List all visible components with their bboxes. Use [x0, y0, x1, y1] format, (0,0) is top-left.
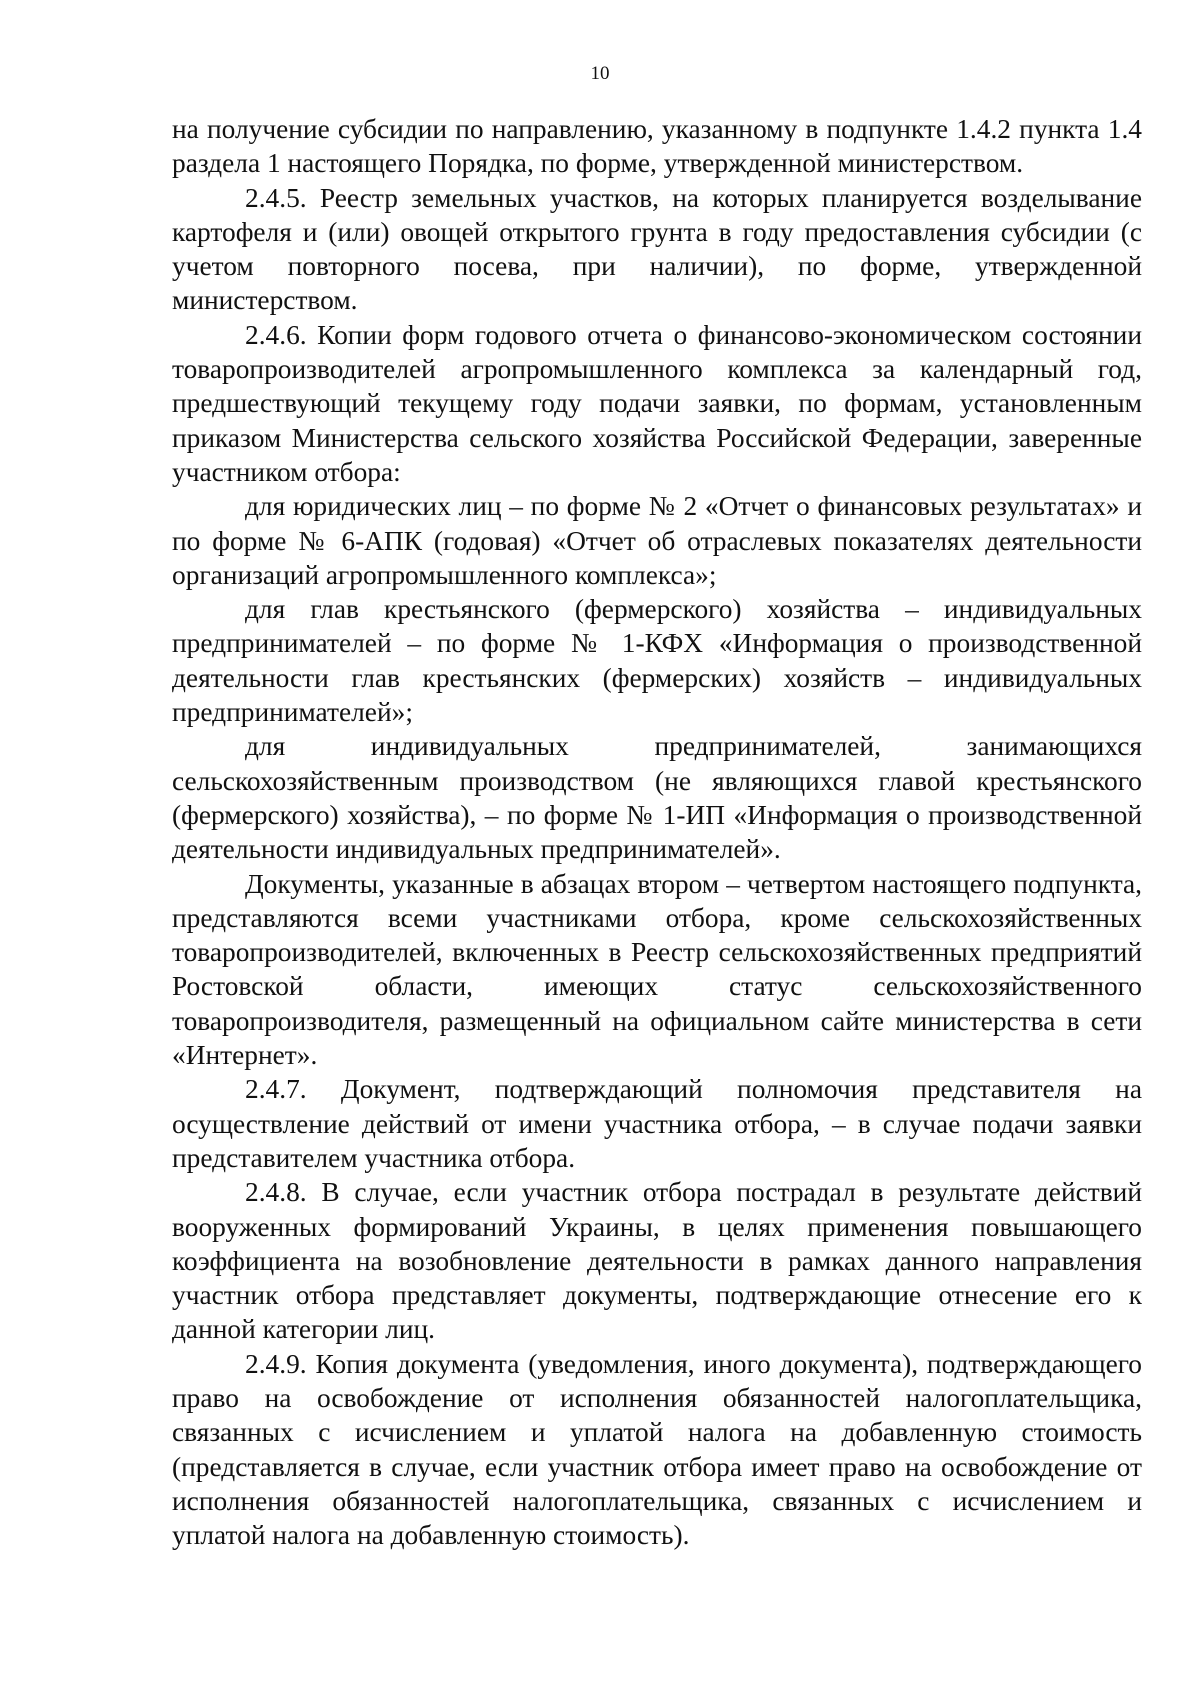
paragraph-farm-heads: для глав крестьянского (фермерского) хозяйства – индивидуальных предпринимателей – по форме № 1-КФХ «Информация о производственной деятельности глав крестьянских (фермерских) хозяйств – индивидуальных предпринимателей»; [172, 594, 1142, 728]
paragraph-2-4-5: 2.4.5. Реестр земельных участков, на которых планируется возделывание картофеля и (или) овощей открытого грунта в году предоставления субсидии (с учетом повторного посева, при наличии), по форме, утвержденной министерством. [172, 182, 1142, 316]
paragraph-continuation: на получение субсидии по направлению, указанному в подпункте 1.4.2 пункта 1.4 раздела 1 настоящего Порядка, по форме, утвержденной министерством. [172, 114, 1142, 179]
page-number: 10 [590, 63, 610, 84]
paragraph-2-4-6: 2.4.6. Копии форм годового отчета о финансово-экономическом состоянии товаропроизводителей агропромышленного комплекса за календарный год, предшествующий текущему году подачи заявки, по формам, установленным приказом Министерства сельского хозяйства Российской Федерации, заверенные участником отбора: [172, 319, 1142, 487]
document-body [172, 112, 1142, 1552]
paragraph-2-4-9: 2.4.9. Копия документа (уведомления, иного документа), подтверждающего право на освобождение от исполнения обязанностей налогоплательщика, связанных с исчислением и уплатой налога на добавленную стоимость (представляется в случае, если участник отбора имеет право на освобождение от исполнения обязанностей налогоплательщика, связанных с исчислением и уплатой налога на добавленную стоимость). [172, 1348, 1142, 1551]
paragraph-individual-entrepreneurs: для индивидуальных предпринимателей, занимающихся сельскохозяйственным производством (не являющихся главой крестьянского (фермерского) хозяйства), – по форме № 1-ИП «Информация о производственной деятельности индивидуальных предпринимателей». [172, 731, 1142, 865]
paragraph-2-4-8: 2.4.8. В случае, если участник отбора пострадал в результате действий вооруженных формирований Украины, в целях применения повышающего коэффициента на возобновление деятельности в рамках данного направления участник отбора представляет документы, подтверждающие отнесение его к данной категории лиц. [172, 1177, 1142, 1345]
paragraph-legal-entities: для юридических лиц – по форме № 2 «Отчет о финансовых результатах» и по форме № 6-АПК (годовая) «Отчет об отраслевых показателях деятельности организаций агропромышленного комплекса»; [172, 491, 1142, 590]
paragraph-documents-note: Документы, указанные в абзацах втором – четвертом настоящего подпункта, представляются всеми участниками отбора, кроме сельскохозяйственных товаропроизводителей, включенных в Реестр сельскохозяйственных предприятий Ростовской области, имеющих статус сельскохозяйственного товаропроизводителя, размещенный на официальном сайте министерства в сети «Интернет». [172, 868, 1142, 1071]
paragraph-2-4-7: 2.4.7. Документ, подтверждающий полномочия представителя на осуществление действий от имени участника отбора, – в случае подачи заявки представителем участника отбора. [172, 1074, 1142, 1173]
